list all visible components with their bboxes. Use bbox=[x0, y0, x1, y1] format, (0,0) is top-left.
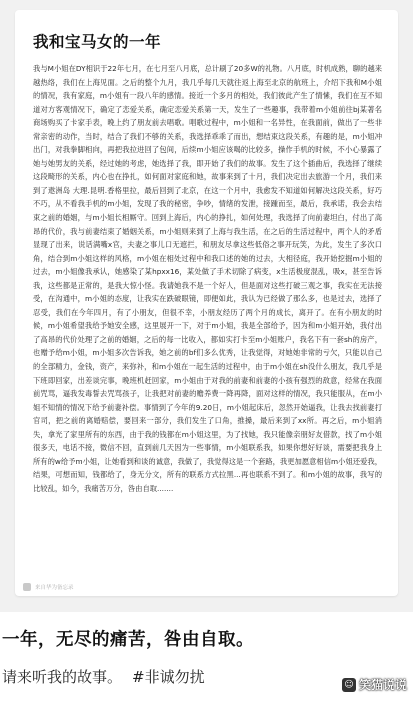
subline-text: 请来听我的故事。 bbox=[2, 668, 123, 686]
memo-footer bbox=[23, 583, 74, 591]
memo-body-text: 我与M小姐在DY相识于22年七月，在七月至八月底，总计刷了20多W的礼物。八月底，时机成熟，聊的越来越热络，我们在上海见面。之后的整个九月，我几乎每几天就往返上海至北京的航班上，介绍下我和M小姐的情况，我有家庭，m小姐有一段八年的感情。接近一个多月的相处，我们彼此产生了情愫，我们在互不知道对方客观情况下，确定了恋爱关系，确定恋爱关系第一天，发生了一些趣事，我带着m小姐前往bj某著名商场购买了卡家手表，晚上约了朋友前去唱歌。唱歌过程中，m小姐和一名异性，在我面前，做出了一些非常亲密的动作，当时，结合了我们不够的关系，我选择乖乖了而出，想结束这段关系，有趣的是，m小姐冲出门，对我拳脚相向，再把我拉进回了包间，后续m小姐应该喝的比较多，操作手机的时候，不小心暴露了她与她男友的关系，经过她的考虑，她选择了我，即开始了我们的故事。发生了这个插曲后，我选择了继续这段畸形的关系，内心也在挣扎，如何面对家庭和她，故事来到了十月，我们决定出去旅游一个月，我们来到了遨洲岛 大理.昆明.香格里拉，最后回到了北京，在这一个月中，我愈发不知道如何解决这段关系，好巧不巧，从不看我手机的m小姐，发现了我的秘密，争吵，情绪的发泄，接踵而至，最后，我承诺，我会去结束之前的婚姻，与m小姐长相厮守。回到上海后，内心的挣扎，如何处理，我选择了向前妻坦白，付出了高昂的代价，我与前妻结束了婚姻关系，m小姐则来到了上海与我生活，在之后的生活过程中，两个人的矛盾显现了出来，说话满嘴x官，夫妻之事儿口无遮拦，和朋友尽拿这些低俗之事开玩笑，为此，发生了多次口角，结合到m小姐这样的风格，m小姐在相处过程中和我口述的她的过去，大相径庭，我开始挖掘m小姐的过去，m小姐像我承认，她感染了某hpxx16，某处做了手术切除了病变，x生活极度混乱，吸x，甚至告诉我，这些都是正常的，是我大惊小怪。我请她我不是一个好人，但是面对这些打破三观之事，我实在无法接受，在沟通中，m小姐的态度，让我实在跌破眼镜，即便如此，我认为已经做了那么多，也是过去，选择了忍受，我们在今年四月，有了小朋友，但很不幸，小朋友经历了两个月的成长，离开了。在有小朋友的时候，m小姐希望我给予她安全感，这里展开一下，对于m小姐，我是全部给予，因为和m小姐开始，我付出了高昂的代价处理了之前的婚姻，之后的每一比收入，都如实打卡至m小姐账户，我名下有一套sh的房产，也赠予给m小姐，m小姐多次告诉我，她之前的bf们多么优秀，让我觉得，对她她非常的亏欠，只能以自己的全部精力，金钱，资产，来弥补，和m小姐在一起生活的过程中，由于m小姐在sh没什么朋友，我几乎是下班即回家，出差谈完事，晚班机赶回家，m小姐由于对我的前妻和前妻的小孩有强烈的敌意，经常在我面前咒骂，逼我发毒誓去咒骂孩子，让我把对前妻的赡养费一降再降，面对这样的情况，我只能服从，在m小姐不知情的情况下给予前妻补偿。事情到了今年的9.20日，m小姐起床后，忽然开始逼我，让我去找前妻打官司，把之前的离婚赔偿，要回来一部分，我们发生了口角，推搡，最后来到了xx所。再之后，m小姐消失，拿光了家里所有的东西，由于我的钱都在m小姐这里，为了找她，我只能像亲朋好友借款，找了m小姐很多天，电话不接，微信不回，直到前几天因为一些事情，m小姐联系我，如果你想好好谈，需要把我身上所有的w给予m小姐，让她看到和谈的诚意，我做了，我觉得这是一个套路，我更加愿意相信m小姐还爱我，结果，可想而知，钱都给了，身无分文，所有的联系方式拉黑...再也联系不到了。和m小姐的故事，我写的比较乱，如今，我痛苦万分，咎由自取....... bbox=[33, 64, 382, 493]
watermark-text: 笑猫说说 bbox=[358, 678, 407, 692]
notes-app-icon bbox=[23, 583, 31, 591]
post-headline: 一年，无尽的痛苦，咎由自取。 bbox=[2, 630, 254, 650]
memo-screenshot-card[interactable] bbox=[15, 10, 398, 596]
site-logo-icon: ☺ bbox=[342, 678, 356, 692]
post-subline bbox=[2, 666, 205, 687]
watermark bbox=[342, 676, 407, 693]
memo-title: 我和宝马女的一年 bbox=[33, 33, 162, 51]
memo-footer-text: 来自华为备忘录 bbox=[35, 585, 74, 591]
hashtag-link[interactable]: #非诚勿扰 bbox=[132, 668, 205, 686]
